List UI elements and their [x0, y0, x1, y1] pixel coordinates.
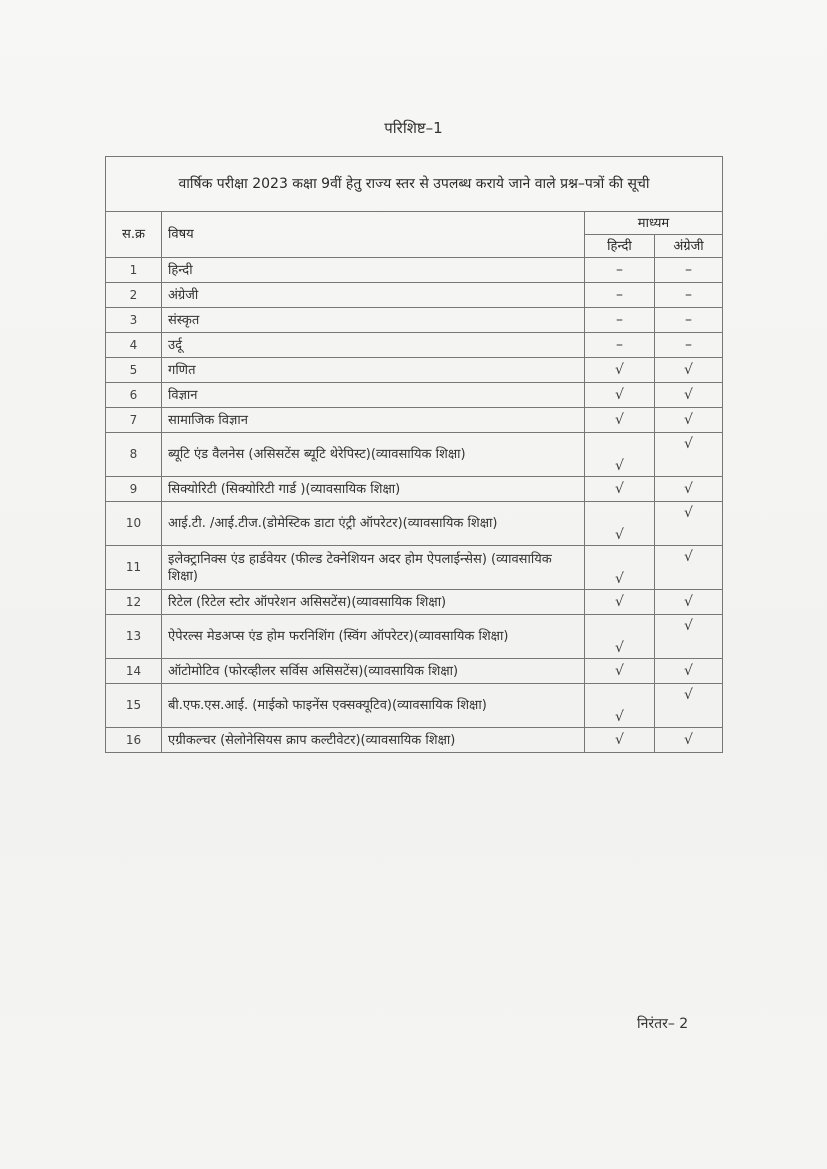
english-medium-cell: –: [654, 258, 722, 283]
table-row: [106, 333, 723, 358]
serial-cell: 11: [106, 546, 162, 590]
serial-cell: 13: [106, 615, 162, 659]
hindi-medium-cell: √: [584, 433, 654, 477]
hindi-medium-cell: √: [584, 615, 654, 659]
serial-cell: 4: [106, 333, 162, 358]
subject-cell: ब्यूटि एंड वैलनेस (असिसटेंस ब्यूटि थेरेपिस्ट)(व्यावसायिक शिक्षा): [162, 433, 585, 477]
serial-cell: 2: [106, 283, 162, 308]
serial-cell: 12: [106, 590, 162, 615]
english-medium-cell: √: [654, 477, 722, 502]
hindi-medium-cell: √: [584, 659, 654, 684]
question-paper-table: [105, 156, 723, 753]
subject-cell: उर्दू: [162, 333, 585, 358]
serial-cell: 7: [106, 408, 162, 433]
table-row: [106, 590, 723, 615]
subject-cell: सामाजिक विज्ञान: [162, 408, 585, 433]
table-row: [106, 308, 723, 333]
english-medium-cell: √: [654, 590, 722, 615]
header-medium: माध्यम: [584, 212, 722, 235]
subject-cell: अंग्रेजी: [162, 283, 585, 308]
table-row: [106, 383, 723, 408]
serial-cell: 15: [106, 684, 162, 728]
table-row: [106, 546, 723, 590]
hindi-medium-cell: √: [584, 477, 654, 502]
subject-cell: संस्कृत: [162, 308, 585, 333]
header-hindi: हिन्दी: [584, 235, 654, 258]
table-row: [106, 283, 723, 308]
header-subject: विषय: [162, 212, 585, 258]
english-medium-cell: –: [654, 283, 722, 308]
subject-cell: ऐपेरल्स मेडअप्स एंड होम फरनिशिंग (स्विंग ऑपरेटर)(व्यावसायिक शिक्षा): [162, 615, 585, 659]
subject-cell: सिक्योरिटी (सिक्योरिटी गार्ड )(व्यावसायिक शिक्षा): [162, 477, 585, 502]
subject-cell: एग्रीकल्चर (सेलोनेसियस क्राप कल्टीवेटर)(व्यावसायिक शिक्षा): [162, 728, 585, 753]
serial-cell: 10: [106, 502, 162, 546]
table-row: [106, 477, 723, 502]
subject-cell: रिटेल (रिटेल स्टोर ऑपरेशन असिसटेंस)(व्यावसायिक शिक्षा): [162, 590, 585, 615]
hindi-medium-cell: –: [584, 308, 654, 333]
table-row: [106, 433, 723, 477]
table-row: [106, 358, 723, 383]
english-medium-cell: –: [654, 308, 722, 333]
hindi-medium-cell: –: [584, 283, 654, 308]
table-header-row: [106, 212, 723, 235]
hindi-medium-cell: √: [584, 502, 654, 546]
english-medium-cell: √: [654, 408, 722, 433]
table-row: [106, 659, 723, 684]
subject-cell: हिन्दी: [162, 258, 585, 283]
subject-cell: बी.एफ.एस.आई. (माईको फाइनेंस एक्सक्यूटिव)(व्यावसायिक शिक्षा): [162, 684, 585, 728]
serial-cell: 3: [106, 308, 162, 333]
page-continuation: निरंतर– 2: [637, 1016, 689, 1032]
serial-cell: 9: [106, 477, 162, 502]
english-medium-cell: √: [654, 615, 722, 659]
hindi-medium-cell: –: [584, 333, 654, 358]
table-row: [106, 684, 723, 728]
subject-cell: विज्ञान: [162, 383, 585, 408]
serial-cell: 8: [106, 433, 162, 477]
english-medium-cell: √: [654, 358, 722, 383]
hindi-medium-cell: √: [584, 728, 654, 753]
hindi-medium-cell: √: [584, 408, 654, 433]
header-english: अंग्रेजी: [654, 235, 722, 258]
english-medium-cell: √: [654, 502, 722, 546]
table-row: [106, 728, 723, 753]
english-medium-cell: √: [654, 433, 722, 477]
serial-cell: 6: [106, 383, 162, 408]
table-caption-row: [106, 157, 723, 212]
english-medium-cell: √: [654, 546, 722, 590]
subject-cell: आई.टी. /आई.टीज.(डोमेस्टिक डाटा एंट्री ऑपरेटर)(व्यावसायिक शिक्षा): [162, 502, 585, 546]
subject-cell: ऑटोमोटिव (फोरव्हीलर सर्विस असिसटेंस)(व्यावसायिक शिक्षा): [162, 659, 585, 684]
hindi-medium-cell: √: [584, 358, 654, 383]
subject-cell: गणित: [162, 358, 585, 383]
hindi-medium-cell: √: [584, 546, 654, 590]
header-serial: स.क्र: [106, 212, 162, 258]
serial-cell: 1: [106, 258, 162, 283]
english-medium-cell: √: [654, 684, 722, 728]
table-caption: वार्षिक परीक्षा 2023 कक्षा 9वीं हेतु राज्य स्तर से उपलब्ध कराये जाने वाले प्रश्न–पत्रों की सूची: [106, 157, 723, 212]
english-medium-cell: √: [654, 659, 722, 684]
table-row: [106, 615, 723, 659]
hindi-medium-cell: √: [584, 383, 654, 408]
table-row: [106, 502, 723, 546]
table-row: [106, 408, 723, 433]
english-medium-cell: √: [654, 383, 722, 408]
page-heading: परिशिष्ट–1: [384, 119, 443, 137]
serial-cell: 14: [106, 659, 162, 684]
english-medium-cell: –: [654, 333, 722, 358]
english-medium-cell: √: [654, 728, 722, 753]
serial-cell: 5: [106, 358, 162, 383]
hindi-medium-cell: –: [584, 258, 654, 283]
subject-cell: इलेक्ट्रानिक्स एंड हार्डवेयर (फील्ड टेक्नेशियन अदर होम ऐपलाईन्सेस) (व्यावसायिक शिक्षा): [162, 546, 585, 590]
serial-cell: 16: [106, 728, 162, 753]
hindi-medium-cell: √: [584, 590, 654, 615]
table-row: [106, 258, 723, 283]
hindi-medium-cell: √: [584, 684, 654, 728]
